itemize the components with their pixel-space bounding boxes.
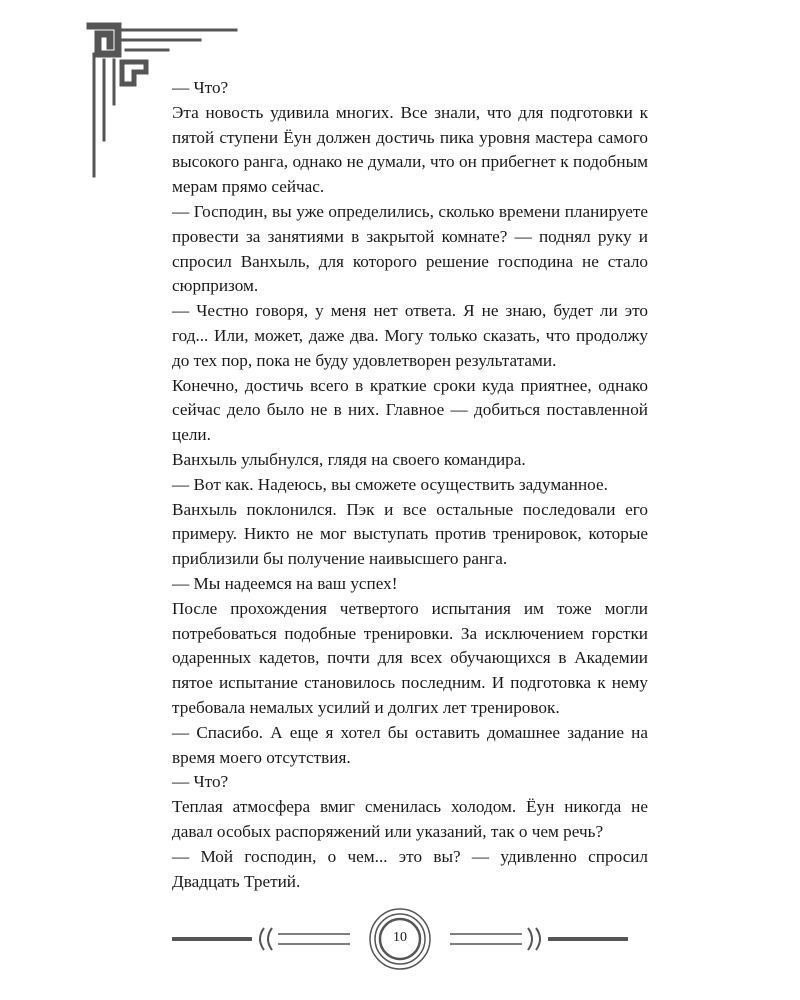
paragraph: После прохождения четвертого испытания им тоже могли потребоваться подобные тренировки. За исключением горстки одаренных кадетов, почти для всех обучающихся в Академии пятое испытание становилось последним. И подготовка к нему требовала немалых усилий и долгих лет тренировок. <box>172 598 648 717</box>
paragraph: — Господин, вы уже определились, сколько времени планируете провести за занятиями в закрытой комнате? — поднял руку и спросил Ванхыль, для которого решение господина не стало сюрпризом. <box>172 201 648 296</box>
paragraph: — Мы надеемся на ваш успех! <box>172 573 398 593</box>
page-number: 10 <box>393 930 407 945</box>
paragraph: — Что? <box>172 78 229 97</box>
paragraph: Ванхыль поклонился. Пэк и все остальные последовали его примеру. Никто не мог выступать против тренировок, которые приблизили бы получение наивысшего ранга. <box>172 499 648 569</box>
paragraph: Эта новость удивила многих. Все знали, что для подготовки к пятой ступени Ёун должен достичь пика уровня мастера самого высокого ранга, однако не думали, что он прибегнет к подобным мерам прямо сейчас. <box>172 102 648 197</box>
paragraph: — Мой господин, о чем... это вы? — удивленно спросил Двадцать Третий. <box>172 846 648 891</box>
paragraph: Ванхыль улыбнулся, глядя на своего командира. <box>172 449 526 469</box>
paragraph: — Вот как. Надеюсь, вы сможете осуществить задуманное. <box>172 474 608 494</box>
paragraph: — Честно говоря, у меня нет ответа. Я не знаю, будет ли это год... Или, может, даже два. Могу только сказать, что продолжу до тех пор, пока не буду удовлетворен результатами. <box>172 301 648 370</box>
paragraph: Конечно, достичь всего в краткие сроки куда приятнее, однако сейчас дело было не в них. Главное — добиться поставленной цели. <box>172 375 648 445</box>
paragraph: — Что? <box>172 772 229 792</box>
body-text <box>172 76 648 894</box>
paragraph: Теплая атмосфера вмиг сменилась холодом. Ёун никогда не давал особых распоряжений или указаний, так о чем речь? <box>172 797 648 841</box>
paragraph: — Спасибо. А еще я хотел бы оставить домашнее задание на время моего отсутствия. <box>172 722 648 767</box>
